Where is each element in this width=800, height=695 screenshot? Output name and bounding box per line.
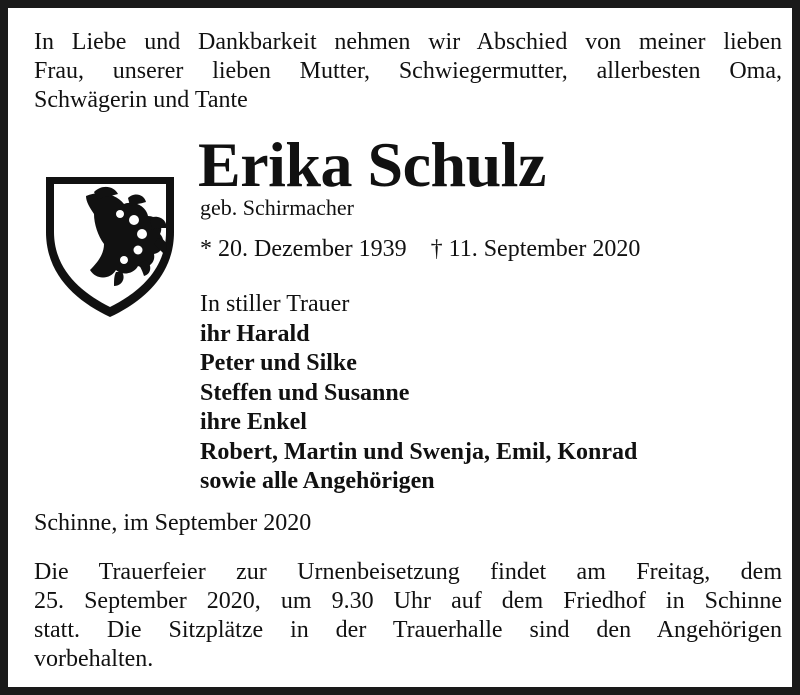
intro-line: Frau, unserer lieben Mutter, Schwiegermutter, allerbesten Oma, (34, 58, 782, 84)
intro-line: Schwägerin und Tante (34, 87, 248, 113)
mourner-name: sowie alle Angehörigen (200, 468, 435, 494)
funeral-line: 25. September 2020, um 9.30 Uhr auf dem Friedhof in Schinne (34, 588, 782, 614)
life-dates: * 20. Dezember 1939 † 11. September 2020 (200, 236, 641, 262)
mourner-name: Peter und Silke (200, 350, 357, 376)
funeral-line: Die Trauerfeier zur Urnenbeisetzung findet am Freitag, dem (34, 559, 782, 585)
mourners-list (200, 290, 637, 497)
funeral-line: statt. Die Sitzplätze in der Trauerhalle sind den Angehörigen (34, 617, 782, 643)
funeral-line: vorbehalten. (34, 646, 154, 672)
intro-text (34, 28, 782, 115)
mourner-name: Robert, Martin und Swenja, Emil, Konrad (200, 438, 638, 465)
place-date: Schinne, im September 2020 (34, 510, 312, 536)
deceased-name: Erika Schulz (198, 129, 546, 200)
mourners-intro: In stiller Trauer (200, 291, 350, 317)
mourner-name: ihre Enkel (200, 409, 307, 435)
intro-line: In Liebe und Dankbarkeit nehmen wir Abschied von meiner lieben (34, 29, 782, 55)
mourner-name: ihr Harald (200, 320, 310, 347)
birth-name: geb. Schirmacher (200, 195, 354, 220)
funeral-info (34, 558, 782, 674)
mourner-name: Steffen und Susanne (200, 379, 410, 406)
coat-of-arms-wing-icon (42, 174, 178, 320)
